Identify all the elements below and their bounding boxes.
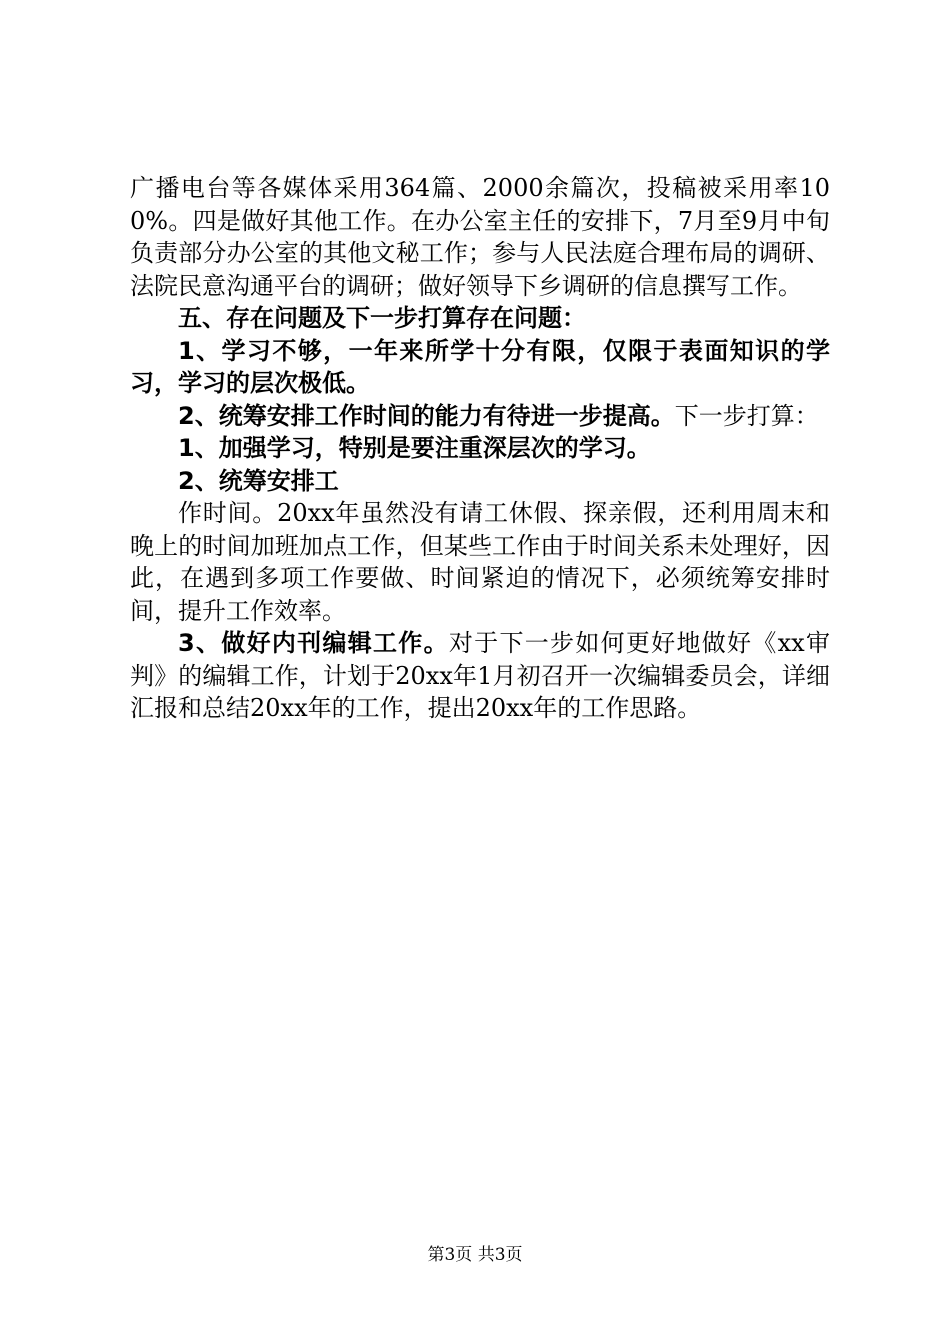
plan-item-1: 1、加强学习，特别是要注重深层次的学习。 bbox=[178, 434, 651, 462]
problem-item-2-lead: 2、统筹安排工作时间的能力有待进一步提高。 bbox=[178, 401, 675, 430]
paragraph-media-work: 广播电台等各媒体采用364篇、2000余篇次，投稿被采用率100%。四是做好其他工作。在办公室主任的安排下，7月至9月中旬负责部分办公室的其他文秘工作；参与人民法庭合理布局的调研、法院民意沟通平台的调研；做好领导下乡调研的信息撰写工作。 bbox=[130, 174, 830, 300]
plan-item-2-body: 作时间。20xx年虽然没有请工休假、探亲假，还利用周末和晚上的时间加班加点工作，但某些工作由于时间关系未处理好，因此，在遇到多项工作要做、时间紧迫的情况下，必须统筹安排时间，提升工作效率。 bbox=[130, 499, 830, 625]
plan-item-3 bbox=[130, 627, 830, 725]
page-footer: 第3页 共3页 bbox=[427, 1245, 523, 1265]
plan-item-3-tail: 对于下一步如何更好地做好《xx审判》的编辑工作，计划于20xx年1月初召开一次编辑委员会，详细汇报和总结20xx年的工作，提出20xx年的工作思路。 bbox=[130, 629, 830, 722]
plan-item-2-lead: 2、统筹安排工 bbox=[178, 466, 339, 495]
problem-item-2 bbox=[130, 400, 830, 433]
problem-item-1: 1、学习不够，一年来所学十分有限，仅限于表面知识的学习，学习的层次极低。 bbox=[130, 336, 830, 397]
problem-item-2-tail: 下一步打算： bbox=[674, 401, 819, 430]
heading-problems-and-plans: 五、存在问题及下一步打算存在问题： bbox=[178, 304, 586, 332]
document-body bbox=[130, 172, 830, 725]
plan-item-3-lead: 3、做好内刊编辑工作。 bbox=[178, 629, 449, 657]
